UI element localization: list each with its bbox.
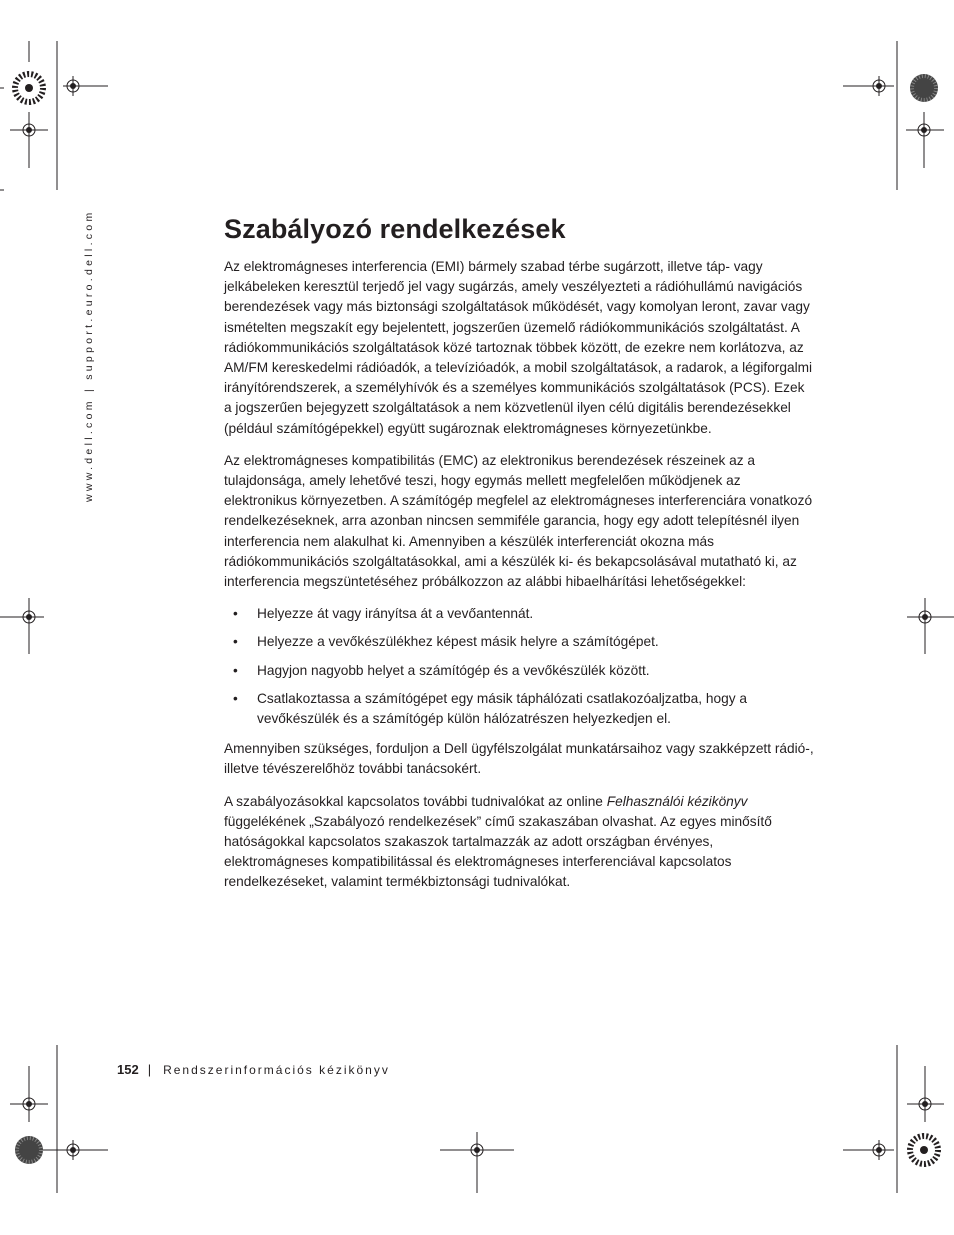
bullet-icon: •: [233, 662, 238, 678]
paragraph-emc: Az elektromágneses kompatibilitás (EMC) az elektronikus berendezések részeinek az a tulajdonsága, amely lehetővé teszi, hogy egymás mellett megfelelően működjenek az elektronikus környezetben. A számítógép megfelel az elektromágneses interferenciára vonatkozó rendelkezéseknek, arra azonban nincsen semmiféle garancia, hogy egy adott telepítésnél ilyen interferencia nem alakulhat ki. Amennyiben a készülék interferenciát okozna más rádiókommunikációs szolgáltatásokkal, ami a készülék ki- és bekapcsolásával mutatható ki, az interferencia megszüntetéséhez próbálkozzon az alábbi hibaelhárítási lehetőségekkel:: [224, 452, 813, 590]
sidebar-url: www.dell.com | support.euro.dell.com: [83, 209, 95, 502]
main-content: [224, 257, 814, 905]
list-item: [224, 604, 814, 624]
list-item-text: Hagyjon nagyobb helyet a számítógép és a vevőkészülék között.: [257, 662, 650, 678]
footer-title: Rendszerinformációs kézikönyv: [163, 1063, 390, 1077]
users-guide-title: Felhasználói kézikönyv: [606, 793, 748, 809]
paragraph-text-before: A szabályozásokkal kapcsolatos további tudnivalókat az online: [224, 793, 607, 809]
bullet-icon: •: [233, 690, 238, 706]
troubleshooting-list: [224, 604, 814, 729]
list-item: [224, 632, 814, 652]
list-item-text: Csatlakoztassa a számítógépet egy másik táphálózati csatlakozóaljzatba, hogy a vevőkészülék és a számítógép külön hálózatrészen helyezkedjen el.: [257, 690, 747, 727]
bullet-icon: •: [233, 634, 238, 650]
list-item: [224, 689, 814, 729]
list-item: [224, 661, 814, 681]
paragraph-text-after: függelékének „Szabályozó rendelkezések” című szakaszában olvashat. Az egyes minősítő hatóságokkal kapcsolatos szakaszok tartalmazzák az adott országban érvényes, elektromágneses kompatibilitással és elektromágneses interferenciával kapcsolatos rendelkezéseket, valamint termékbiztonsági tudnivalókat.: [224, 813, 772, 890]
footer-separator: |: [147, 1062, 152, 1077]
paragraph-emi: Az elektromágneses interferencia (EMI) bármely szabad térbe sugárzott, illetve táp- vagy jelkábeleken keresztül terjedő jel vagy sugárzás, amely veszélyezteti a rádióhullámú navigációs berendezések vagy más biztonsági szolgáltatások működését, vagy komolyan leront, zavar vagy ismételten megszakít egy bejelentett, jogszerűen üzemelő rádiókommunikációs szolgáltatást. A rádiókommunikációs szolgáltatások közé tartoznak többek között, de ezekre nem korlátozva, az AM/FM kereskedelmi rádióadók, a televízióadók, a mobil szolgáltatások, a radarok, a légiforgalmi irányítórendszerek, a személyhívók és a személyes kommunikációs szolgáltatások (PCS). Ezek a jogszerűen bejegyzett szolgáltatások a nem közvetlenül ilyen célú digitális berendezésekkel (például számítógépekkel) együtt sugároznak elektromágneses környezetünkbe.: [224, 259, 813, 436]
paragraph-dell-support: Amennyiben szükséges, forduljon a Dell ügyfélszolgálat munkatársaihoz vagy szakképzett rádió-, illetve tévészerelőhöz további tanácsokért.: [224, 741, 814, 777]
page-number: 152: [117, 1062, 139, 1077]
bullet-icon: •: [233, 606, 238, 622]
page-title: Szabályozó rendelkezések: [224, 214, 566, 244]
paragraph-regulatory-info: [224, 792, 814, 893]
list-item-text: Helyezze át vagy irányítsa át a vevőantennát.: [257, 606, 534, 622]
list-item-text: Helyezze a vevőkészülékhez képest másik helyre a számítógépet.: [257, 634, 659, 650]
page-footer: [117, 1062, 390, 1077]
